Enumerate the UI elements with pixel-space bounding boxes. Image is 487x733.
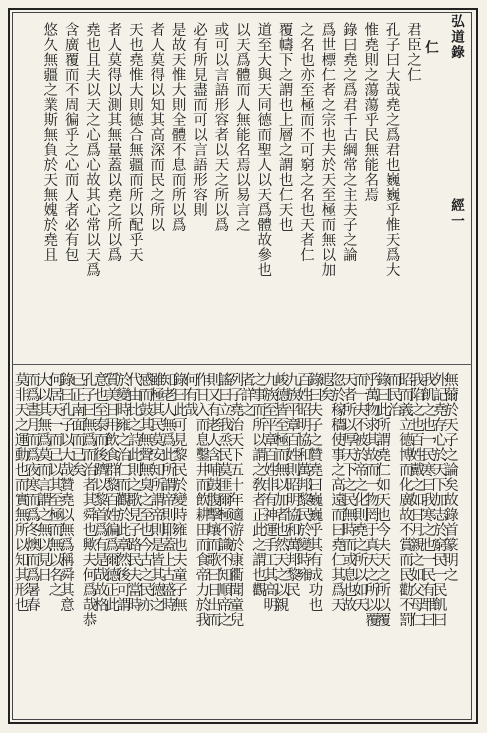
text-column: 覆幬下之謂也上層之謂也仁天也	[276, 22, 293, 232]
text-column: 大以其無爲莫而言謂之無以見日	[35, 372, 52, 582]
text-column: 爲世標仁者之宗也夫於天至極而無以加	[319, 22, 336, 277]
text-column: 以天爲體而人無能名焉以易言之	[233, 22, 250, 232]
volume-label: 經一	[448, 198, 464, 229]
text-column: 錄曰孔子以大哉贊堯以無爲稱舜其意	[57, 372, 74, 612]
text-column: 者詳之	[238, 372, 255, 417]
half-divider	[12, 364, 472, 365]
text-column: 我陷之也百姓戴之如日月親之如父母仁	[408, 372, 425, 627]
book-title: 弘道錄	[448, 14, 464, 61]
text-column: 孔子曰大哉堯之爲君也巍巍乎惟天爲大	[383, 22, 400, 277]
text-column: 者人莫得以知其高深而民之所以	[148, 22, 165, 232]
text-column: 天也堯惟大則德合無疆而所以配乎天	[126, 22, 143, 262]
text-column: 則又有老人含哺鼓腹擊壤而歌曰日出而	[204, 372, 221, 627]
text-column: 百姓昭明協和萬邦黎民於變時雍	[295, 372, 312, 582]
text-column: 錄曰此可見黎民於變時雍也夫童子無	[170, 372, 187, 612]
text-column: 雖極其民莫安知所謂帝則是皆其德之	[148, 372, 165, 612]
text-column: 質美日用飲食群黎百姓徧爲爾德正此	[103, 372, 119, 612]
text-column: 錄曰夫子之贊堯曰巍巍乎其有成功也	[306, 372, 323, 612]
text-column: 者人莫得以測其無量蓋以堯之所以爲	[105, 22, 122, 262]
text-column: 峻德皆至極而無以加者也然天之以親	[272, 372, 289, 612]
text-column: 之名也亦至極而不可窮之名也天者仁	[298, 22, 314, 262]
text-column: 何居天一而已以其至極而無以名之	[46, 372, 63, 597]
text-column: 天者所以厚天下之民無時而或息也故	[340, 372, 357, 612]
text-column: 已正南面而已矣	[69, 372, 86, 477]
text-column: 莫非天之運動也而實無所以知其形也	[12, 372, 29, 612]
text-column: 忽於稼穡使事之高遠而曰堯仁其爲天	[329, 372, 345, 612]
section-label: 仁	[422, 40, 438, 56]
text-column: 或可以言語形容者以天之所以爲	[212, 22, 229, 232]
text-column: 錄曰此所謂堯仁如天也今夫天之所以覆	[374, 372, 391, 627]
text-column: 代由比之詩此則之歌見子路民夫當時	[125, 372, 142, 612]
text-column: 知老人無爲此所謂帝則耶蓋上古盛時	[159, 372, 176, 612]
text-column: 何有哉	[182, 372, 199, 417]
text-column: 謠曰立我烝民莫匪爾極不識不知順帝之	[216, 372, 232, 627]
text-column: 外記堯存心於天下加志於窮民一民飢曰	[430, 372, 447, 627]
text-column: 感而鼓其無聲無臭之至也今古之民亦	[136, 372, 153, 612]
text-column: 九族至平章百姓非有神運手工其高明	[261, 372, 278, 612]
text-column: 作日入而息鑿井而飲耕田而食帝力於我	[193, 372, 210, 627]
text-column: 含廣覆而不周徧乎之心而人者必有包	[62, 22, 79, 262]
text-column: 九族平章百姓則昭明協和萬邦黎民	[283, 372, 300, 597]
text-column: 列子堯治天下五十年適游於康衢聞童兒	[227, 372, 244, 627]
text-column: 而爲晝月而爲夜寒而爲冬燠而爲暑春	[23, 372, 40, 612]
text-column: 而民治	[385, 372, 402, 417]
text-column: 君臣之仁	[405, 22, 421, 82]
text-column: 昭而義立德博而化廣故不賞而民勸不罰	[396, 372, 413, 627]
text-column: 惟堯則之蕩蕩乎民無能名焉	[362, 22, 379, 202]
text-column: 錄曰堯之爲君千古綱常之主夫子之論	[340, 22, 357, 262]
text-column: 無薾於天子之論矣故錄首篆明之	[442, 372, 458, 582]
text-column: 悠久無疆之業斯無負於天無媿於堯且	[41, 22, 58, 262]
text-column: 乎萬物求其故而一物罔于真天之所以覆	[362, 372, 379, 627]
text-column: 我飢之也一民寒曰我寒之也一民有罪曰	[419, 372, 436, 627]
text-column: 之事而所以謂之敎者正此之謂也觀	[249, 372, 266, 597]
text-column: 孔子曰無爲而治者其舜也歟夫何爲哉恭	[80, 372, 97, 627]
text-column: 而一夫不被於帝之化則堯之所以如天	[351, 372, 368, 612]
text-column: 必有所見盡而可以言語形容則	[191, 22, 207, 217]
text-column: 意也至泰而後躋以黎首爲有是哉故格	[91, 372, 108, 612]
text-column: 堯也且夫以天之心爲心故其心常以天爲	[84, 22, 100, 277]
text-column: 遐矣	[317, 372, 334, 402]
text-column: 於變時雍之治仁而觀於此章然後可謂	[114, 372, 131, 612]
text-column: 是故天惟大則全體不息而所以爲	[169, 22, 186, 232]
text-column: 道至大與天同德而聖人以天爲體故參也	[255, 22, 272, 277]
